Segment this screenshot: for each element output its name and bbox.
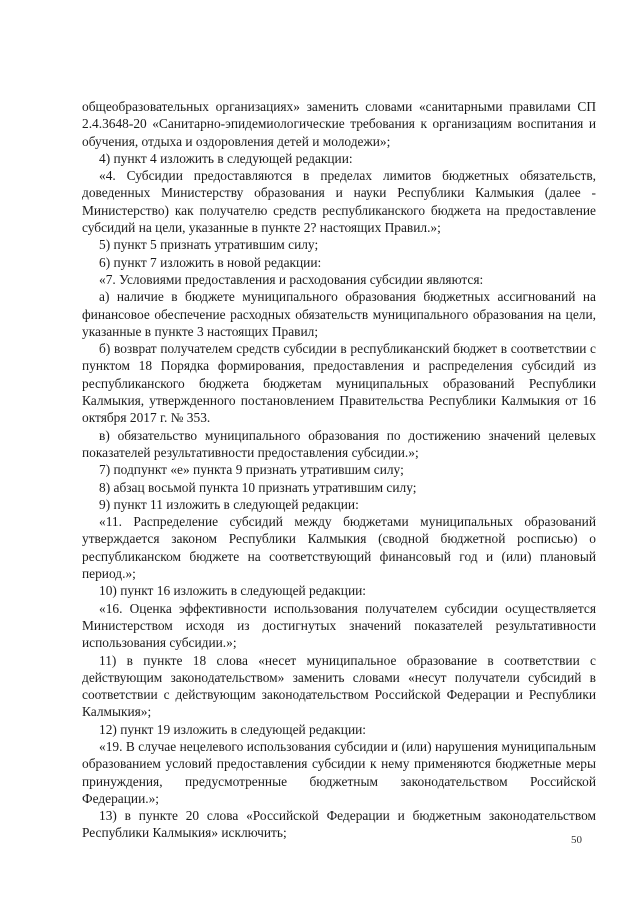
paragraph-point-7-text: «7. Условиями предоставления и расходования субсидии являются: xyxy=(99,271,484,287)
paragraph-item-4: 4) пункт 4 изложить в следующей редакции: xyxy=(99,150,353,166)
paragraph-subpoint-v: в) обязательство муниципального образования по достижению значений целевых показателей результативности предоставления субсидии.»; xyxy=(82,427,596,460)
page-number: 50 xyxy=(571,834,582,846)
paragraph-item-8: 8) абзац восьмой пункта 10 признать утратившим силу; xyxy=(99,479,417,495)
paragraph-subpoint-b: б) возврат получателем средств субсидии в республиканский бюджет в соответствии с пунктом 18 Порядка формирования, предоставления и распределения субсидий из республиканского бюджета бюджетам муниципальных образований Республики Калмыкия, утвержденного постановлением Правительства Республики Калмыкия от 16 октября 2017 г. № 353. xyxy=(82,341,596,426)
paragraph-continuation: общеобразовательных организациях» заменить словами «санитарными правилами СП 2.4.3648-20 «Санитарно-эпидемиологические требования к организациям воспитания и обучения, отдыха и оздоровления детей и молодежи»; xyxy=(82,99,596,149)
paragraph-point-16-text: «16. Оценка эффективности использования получателем субсидии осуществляется Министерством исходя из достигнутых значений показателей результативности использования субсидии.»; xyxy=(82,600,596,651)
paragraph-item-12: 12) пункт 19 изложить в следующей редакции: xyxy=(99,721,367,737)
paragraph-item-10: 10) пункт 16 изложить в следующей редакции: xyxy=(99,583,367,599)
paragraph-item-5: 5) пункт 5 признать утратившим силу; xyxy=(99,237,319,253)
paragraph-item-9: 9) пункт 11 изложить в следующей редакции: xyxy=(99,496,359,512)
paragraph-point-11-text: «11. Распределение субсидий между бюджетами муниципальных образований утверждается законом Республики Калмыкия (сводной бюджетной росписью) о республиканском бюджете на соответствующий финансовый год и (или) плановый период.»; xyxy=(82,514,596,582)
paragraph-subpoint-a: а) наличие в бюджете муниципального образования бюджетных ассигнований на финансовое обеспечение расходных обязательств муниципального образования на цели, указанные в пункте 3 настоящих Правил; xyxy=(82,289,596,339)
document-page xyxy=(82,98,596,842)
paragraph-item-7: 7) подпункт «е» пункта 9 признать утратившим силу; xyxy=(99,462,404,478)
paragraph-point-4-text: «4. Субсидии предоставляются в пределах лимитов бюджетных обязательств, доведенных Министерству образования и науки Республики Калмыкия (далее - Министерство) как получателю средств республиканского бюджета на предоставление субсидий на цели, указанные в пункте 2? настоящих Правил.»; xyxy=(82,168,596,236)
paragraph-item-6: 6) пункт 7 изложить в новой редакции: xyxy=(99,254,322,270)
paragraph-item-13: 13) в пункте 20 слова «Российской Федерации и бюджетным законодательством Республики Калмыкия» исключить; xyxy=(82,808,596,841)
paragraph-point-19-text: «19. В случае нецелевого использования субсидии и (или) нарушения муниципальным образованием условий предоставления субсидии к нему применяются бюджетные меры принуждения, предусмотренные бюджетным законодательством Российской Федерации.»; xyxy=(82,738,596,806)
paragraph-item-11: 11) в пункте 18 слова «несет муниципальное образование в соответствии с действующим законодательством» заменить словами «несут получатели субсидий в соответствии с действующим законодательством Российской Федерации и Республики Калмыкия»; xyxy=(82,652,596,720)
